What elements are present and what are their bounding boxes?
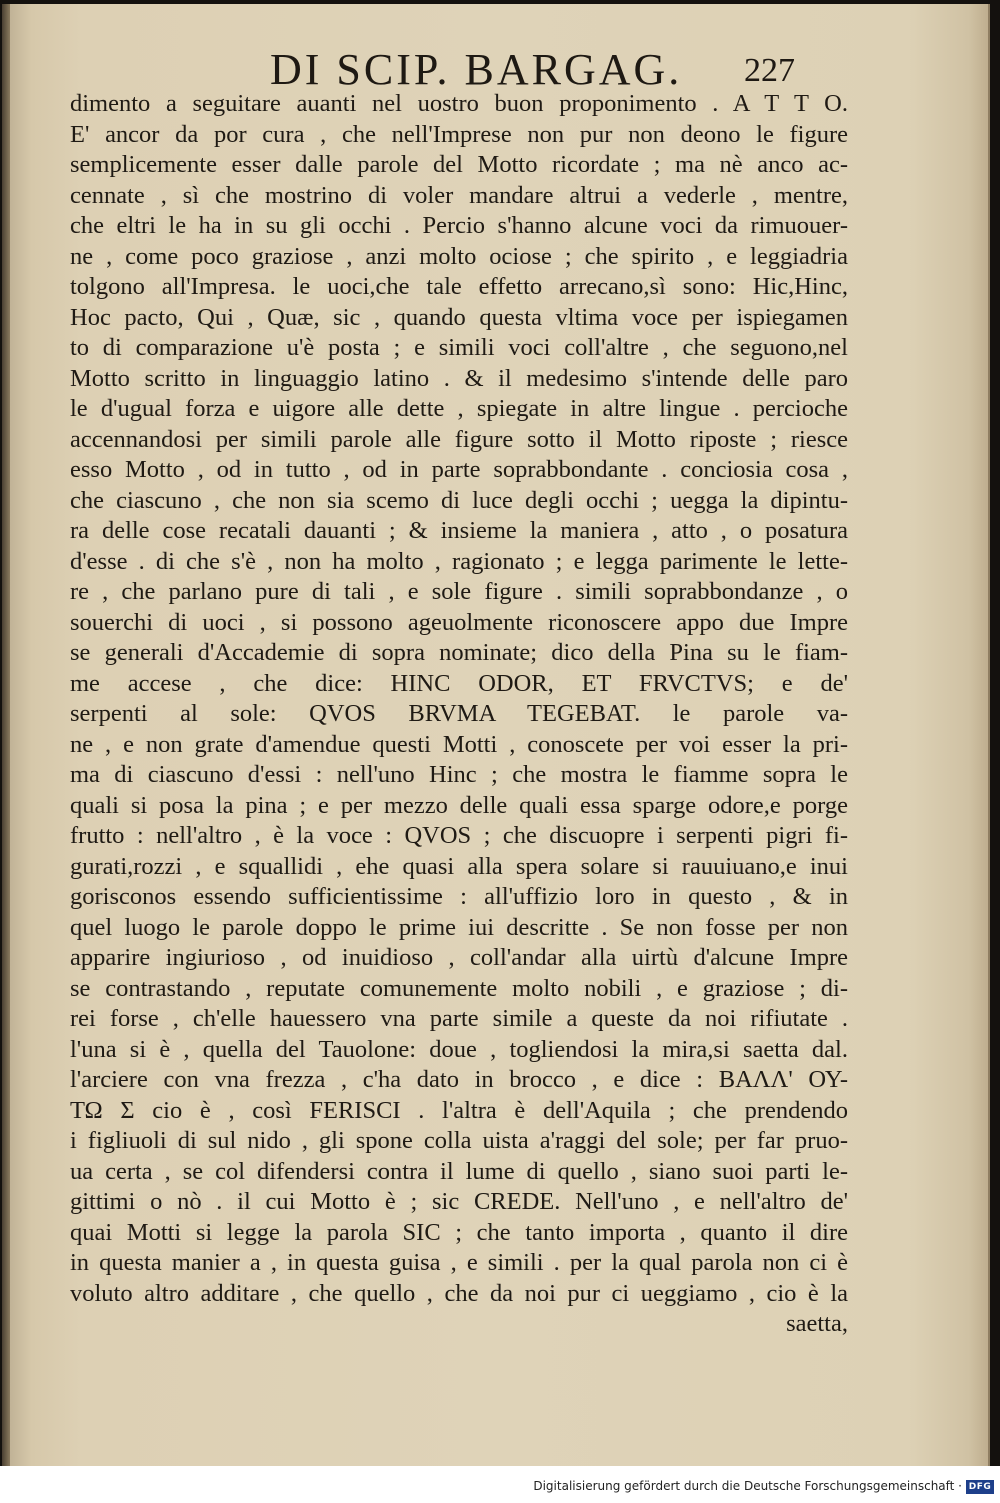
text-line: ma di ciascuno d'essi : nell'uno Hinc ; che mostra le fiamme sopra le (70, 761, 848, 788)
text-line: semplicemente esser dalle parole del Motto ricordate ; ma nè anco ac- (70, 151, 848, 178)
text-line: quai Motti si legge la parola SIC ; che tanto importa , quanto il dire (70, 1218, 848, 1246)
text-line: ne , e non grate d'amendue questi Motti , conoscete per voi esser la pri- (70, 730, 848, 758)
text-line: esso Motto , od in tutto , od in parte soprabbondante . conciosia cosa , (70, 456, 848, 483)
digitization-footer (0, 1466, 1000, 1503)
text-line: E' ancor da por cura , che nell'Imprese non pur non deono le figure (70, 120, 848, 148)
text-line: ΤΩ Σ cio è , così FERISCI . l'altra è dell'Aquila ; che prendendo (70, 1096, 848, 1124)
text-line: ne , come poco graziose , anzi molto ociose ; che spirito , e leggiadria (70, 242, 848, 270)
body-text (70, 89, 848, 1340)
text-line: se contrastando , reputate comunemente molto nobili , e graziose ; di- (70, 974, 848, 1002)
text-line: souerchi di uoci , si possono ageuolmente riconoscere appo due Impre (70, 608, 848, 636)
page-header (2, 44, 988, 94)
text-line: i figliuoli di sul nido , gli spone colla uista a'raggi del sole; per far pruo- (70, 1127, 848, 1154)
text-line: le d'ugual forza e uigore alle dette , spiegate in altre lingue . percioche (70, 395, 848, 422)
text-line: in questa manier a , in questa guisa , e simili . per la qual parola non ci è (70, 1249, 848, 1276)
text-line: l'una si è , quella del Tauolone: doue , togliendosi la mira,si saetta dal. (70, 1035, 848, 1063)
book-page (2, 4, 990, 1466)
text-line: gorisconos essendo sufficientissime : all'uffizio loro in questo , & in (70, 883, 848, 910)
catchword: saetta, (786, 1310, 848, 1337)
text-line: che ciascuno , che non sia scemo di luce degli occhi ; uegga la dipintu- (70, 486, 848, 514)
text-line: tolgono all'Impresa. le uoci,che tale effetto arrecano,sì sono: Hic,Hinc, (70, 273, 848, 300)
text-line: Motto scritto in linguaggio latino . & il medesimo s'intende delle paro (70, 364, 848, 392)
text-line: ua certa , se col difendersi contra il lume di quello , siano suoi parti le- (70, 1157, 848, 1185)
text-line: serpenti al sole: QVOS BRVMA TEGEBAT. le parole va- (70, 700, 848, 727)
text-line: se generali d'Accademie di sopra nominate; dico della Pina su le fiam- (70, 639, 848, 666)
text-line: quali si posa la pina ; e per mezzo delle quali essa sparge odore,e porge (70, 791, 848, 819)
text-line: to di comparazione u'è posta ; e simili voci coll'altre , che seguono,nel (70, 334, 848, 361)
text-line: voluto altro additare , che quello , che da noi pur ci ueggiamo , cio è la (70, 1279, 848, 1307)
text-line: accennandosi per simili parole alle figure sotto il Motto riposte ; riesce (70, 425, 848, 453)
text-line: gittimi o nò . il cui Motto è ; sic CREDE. Nell'uno , e nell'altro de' (70, 1188, 848, 1215)
text-line: re , che parlano pure di tali , e sole figure . simili soprabbondanze , o (70, 578, 848, 605)
text-line: frutto : nell'altro , è la voce : QVOS ; che discuopre i serpenti pigri fi- (70, 822, 848, 849)
text-line: dimento a seguitare auanti nel uostro buon proponimento . A T T O. (70, 90, 848, 117)
text-line: me accese , che dice: HINC ODOR, ET FRVCTVS; e de' (70, 669, 848, 697)
page-number: 227 (744, 52, 795, 89)
text-line: gurati,rozzi , e squallidi , ehe quasi alla spera solare si rauuiuano,e inui (70, 852, 848, 880)
running-title: DI SCIP. BARGAG. (270, 45, 683, 94)
text-line: cennate , sì che mostrino di voler mandare altrui a vederle , mentre, (70, 181, 848, 209)
text-line: che eltri le ha in su gli occhi . Percio s'hanno alcune voci da rimuouer- (70, 212, 848, 239)
text-line: Hoc pacto, Qui , Quæ, sic , quando questa vltima voce per ispiegamen (70, 303, 848, 331)
text-line: quel luogo le parole doppo le prime iui descritte . Se non fosse per non (70, 913, 848, 941)
page-gutter-shadow (2, 4, 10, 1466)
text-line: d'esse . di che s'è , non ha molto , ragionato ; e legga parimente le lette- (70, 547, 848, 575)
text-line: rei forse , ch'elle hauessero vna parte simile a queste da noi rifiutate . (70, 1005, 848, 1032)
text-line: ra delle cose recatali dauanti ; & insieme la maniera , atto , o posatura (70, 517, 848, 544)
digitization-note: Digitalisierung gefördert durch die Deutsche Forschungsgemeinschaft · (533, 1479, 962, 1493)
text-line: l'arciere con vna frezza , c'ha dato in brocco , e dice : ΒΑΛΛ' ΟΥ- (70, 1066, 848, 1093)
text-line: apparire ingiurioso , od inuidioso , coll'andar alla uirtù d'alcune Impre (70, 944, 848, 971)
dfg-logo-icon: DFG (966, 1480, 994, 1494)
